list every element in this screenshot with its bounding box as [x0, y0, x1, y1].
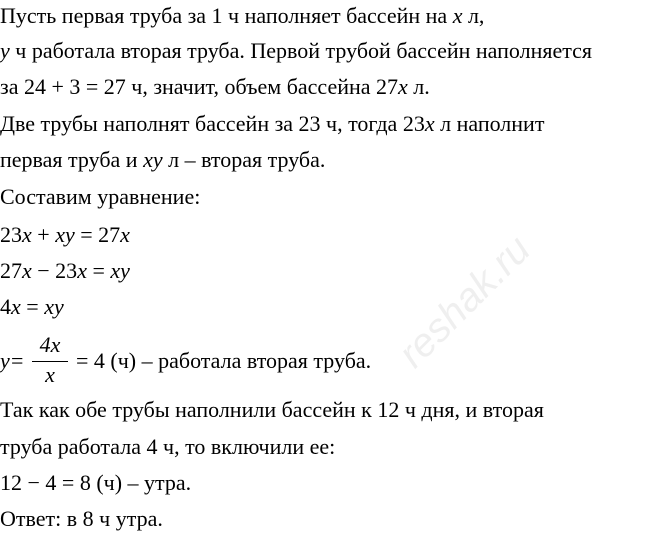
- math-variable: xy: [55, 222, 75, 247]
- math-variable: x: [424, 111, 435, 136]
- math-variable: y: [0, 38, 10, 63]
- text-line-4: Две трубы наполнят бассейн за 23 ч, тогда 23x л наполнит: [0, 111, 545, 136]
- math-variable: x: [11, 294, 21, 319]
- text-line-3: за 24 + 3 = 27 ч, значит, объем бассейна 27x л.: [0, 74, 430, 99]
- equation-line-3: 4x = xy: [0, 294, 64, 319]
- math-variable: x: [22, 222, 32, 247]
- text-line-after-3: 12 − 4 = 8 (ч) – утра.: [0, 470, 192, 495]
- answer-line: Ответ: в 8 ч утра.: [0, 506, 163, 531]
- fraction-rest: = 4 (ч) – работала вторая труба.: [76, 348, 372, 373]
- text-line-after-1: Так как обе трубы наполнили бассейн к 12 ч дня, и вторая: [0, 397, 544, 422]
- math-variable: xy: [143, 147, 163, 172]
- text-line-6: Составим уравнение:: [0, 184, 201, 209]
- math-variable: x: [22, 258, 32, 283]
- math-variable: x: [77, 258, 87, 283]
- fraction-equation: [0, 333, 666, 395]
- fraction-equals: =: [11, 348, 24, 373]
- equation-line-2: 27x − 23x = xy: [0, 258, 130, 283]
- fraction: [30, 333, 70, 393]
- fraction-denominator: x: [45, 362, 55, 387]
- math-variable: xy: [110, 258, 130, 283]
- fraction-numerator: 4x: [39, 332, 61, 357]
- text-line-5: первая труба и xy л – вторая труба.: [0, 147, 326, 172]
- text-line-1: Пусть первая труба за 1 ч наполняет бассейн на x л,: [0, 3, 485, 28]
- math-variable: xy: [44, 294, 64, 319]
- text-line-2: y ч работала вторая труба. Первой трубой бассейн наполняется: [0, 38, 593, 63]
- math-variable: x: [120, 222, 130, 247]
- math-variable: x: [398, 74, 408, 99]
- fraction-lhs: y: [0, 348, 10, 373]
- math-variable: x: [452, 3, 463, 28]
- watermark: reshak.ru: [390, 227, 540, 377]
- equation-line-1: 23x + xy = 27x: [0, 222, 130, 247]
- text-line-after-2: труба работала 4 ч, то включили ее:: [0, 434, 336, 459]
